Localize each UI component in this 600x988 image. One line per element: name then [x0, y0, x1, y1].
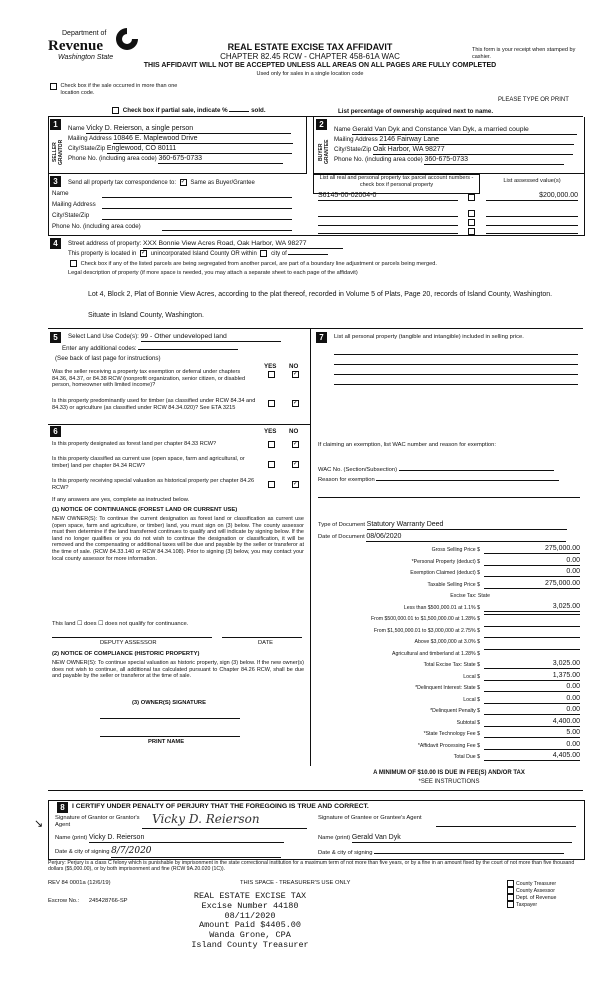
qualify-line: This land ☐ does ☐ does not qualify for continuance. — [52, 621, 189, 627]
section-2-number: 2 — [316, 119, 327, 130]
s6-q2: Is this property classified as current use (open space, farm and agricultural, or timber) land per chapter 84.34 RCW? — [52, 456, 245, 469]
segregated-row — [68, 260, 578, 268]
section-4-number: 4 — [50, 238, 61, 249]
tax-row — [318, 752, 580, 763]
grantor-signature-script: Vicky D. Reierson — [152, 812, 260, 826]
seller-side-label: SELLER GRANTOR — [52, 139, 64, 165]
buyer-side-label: BUYER GRANTEE — [318, 139, 330, 165]
multi-location[interactable] — [48, 83, 198, 96]
s5-no-header: NO — [289, 363, 299, 370]
tax-row-label: *Delinquent Penalty $ — [430, 708, 480, 714]
additional-codes-row — [62, 345, 302, 352]
tax-row-value[interactable]: 3,025.00 — [484, 603, 580, 612]
tax-row-value[interactable] — [484, 626, 580, 627]
partial-sale-label: Check box if partial sale, indicate % — [122, 107, 228, 115]
s3-city-label: City/State/Zip — [52, 212, 90, 219]
tax-row — [318, 660, 580, 671]
see-back: (See back of last page for instructions) — [55, 355, 161, 362]
divider — [48, 424, 310, 425]
additional-codes-field[interactable] — [138, 349, 238, 350]
partial-sale-checkbox[interactable] — [112, 107, 119, 114]
parcel-1-personal-checkbox[interactable] — [468, 194, 475, 201]
send-correspondence — [68, 179, 255, 187]
single-location-note: Used only for sales in a single location code — [256, 71, 364, 77]
deputy-date-label: DATE — [258, 640, 274, 646]
parcel-header: List all real and personal property tax parcel account numbers - check box if personal property — [313, 174, 480, 194]
s3-mailing-row — [52, 201, 300, 208]
stamp-line: Island County Treasurer — [191, 939, 309, 950]
copy-item[interactable]: Dept. of Revenue — [505, 894, 556, 901]
tax-row-value[interactable]: 275,000.00 — [484, 545, 580, 554]
reason-label: Reason for exemption — [318, 477, 375, 483]
tax-row — [318, 626, 580, 637]
tax-row-label: Above $3,000,000 at 3.0% $ — [414, 639, 480, 645]
notice1-body: NEW OWNER(S): To continue the current designation as forest land or classification as current use (open space, farm and agriculture, or timber) land, you must sign on (3) below. The county assessor must then determine if the land transferred continues to qualify and will indicate by signing below. If the land no longer qualifies or you do not wish to continue the designation or classification, it will be removed and the compensating or additional taxes will be due and payable by the seller or transferor at the time of sale. (RCW 84.33.140 or RCW 84.34.108). Prior to signing (3) below, you may contact your local county assessor for more information. — [52, 516, 304, 562]
dor-logo — [48, 30, 138, 66]
owner-signature-field[interactable] — [100, 712, 240, 719]
grantee-name-row — [318, 834, 572, 843]
tax-row — [318, 718, 580, 729]
tax-row-label: Gross Selling Price $ — [431, 547, 480, 553]
escrow-label: Escrow No.: — [48, 898, 80, 904]
parcel-field-2[interactable] — [318, 210, 458, 217]
buyer-phone-field[interactable]: 360-675-0733 — [424, 156, 564, 165]
section-3-number: 3 — [50, 176, 61, 187]
s5-yes-header: YES — [264, 363, 277, 370]
buyer-name-label: Name — [334, 126, 351, 133]
legal-label: Legal description of property (if more space is needed, you may attach a separate sheet to each page of the affidavit) — [68, 270, 358, 276]
street-row — [68, 240, 578, 249]
please-type: PLEASE TYPE OR PRINT — [498, 97, 569, 103]
reason-field-2[interactable] — [318, 491, 580, 498]
grantor-signature[interactable] — [142, 812, 307, 829]
parcel-2-personal-checkbox[interactable] — [468, 210, 475, 217]
tax-row-value[interactable]: 4,400.00 — [484, 718, 580, 727]
grantor-name-row — [55, 834, 284, 843]
seller-mailing-row — [68, 135, 300, 144]
tax-row — [318, 568, 580, 579]
section-1-number: 1 — [50, 119, 61, 130]
personal-property-line-2[interactable] — [334, 358, 578, 365]
grantor-name-field[interactable]: Vicky D. Reierson — [89, 834, 284, 843]
personal-property-line-3[interactable] — [334, 368, 578, 375]
print-name-label: PRINT NAME — [148, 739, 185, 745]
buyer-name-field[interactable]: Gerald Van Dyk and Constance Van Dyk, a married couple — [352, 126, 577, 135]
s6-q2-yes-checkbox[interactable] — [268, 461, 275, 468]
tax-row-label: From $500,000.01 to $1,500,000.00 at 1.28% $ — [370, 616, 480, 622]
tax-row-value[interactable] — [484, 614, 580, 615]
seller-city-row — [68, 145, 300, 154]
tax-row — [318, 683, 580, 694]
s5-q2-yes-checkbox[interactable] — [268, 400, 275, 407]
personal-property-line-4[interactable] — [334, 378, 578, 385]
city-of-checkbox[interactable] — [260, 250, 267, 257]
s5-q1-no-checkbox[interactable]: ✓ — [293, 371, 299, 377]
receipt-note: This form is your receipt when stamped by cashier. — [472, 47, 576, 60]
ownership-pct-note: List percentage of ownership acquired next to name. — [338, 108, 494, 115]
grantee-date-field[interactable] — [374, 846, 564, 854]
s3-city-row — [52, 212, 300, 219]
form-title: REAL ESTATE EXCISE TAX AFFIDAVIT — [227, 42, 393, 52]
buyer-phone-row — [334, 156, 582, 165]
treasurer-space: THIS SPACE - TREASURER'S USE ONLY — [240, 880, 351, 886]
seller-phone-field[interactable]: 360-675-0733 — [158, 155, 283, 164]
s6-q1-no-checkbox[interactable]: ✓ — [293, 441, 299, 447]
same-as-label: Same as Buyer/Grantee — [190, 180, 255, 187]
tax-row — [318, 695, 580, 706]
deputy-label: DEPUTY ASSESSOR — [100, 640, 157, 646]
unincorporated-checkbox[interactable]: ✓ — [141, 250, 147, 256]
stamp-line: Wanda Grone, CPA — [209, 930, 291, 941]
wac-field[interactable] — [399, 470, 554, 471]
buyer-city-row — [334, 146, 582, 155]
assessed-header: List assessed value(s) — [503, 178, 561, 184]
notice1-title: (1) NOTICE OF CONTINUANCE (FOREST LAND OR CURRENT USE) — [52, 507, 238, 513]
tax-row — [318, 545, 580, 556]
treasurer-stamp — [150, 892, 350, 951]
buyer-city-field[interactable]: Oak Harbor, WA 98277 — [373, 146, 573, 155]
copy-checkboxes — [505, 880, 556, 908]
owner-signature-label: (3) OWNER(S) SIGNATURE — [132, 700, 206, 706]
land-use-field[interactable]: 99 - Other undeveloped land — [141, 333, 281, 342]
stamp-line: 08/11/2020 — [224, 910, 276, 921]
seller-name-row — [68, 125, 300, 134]
tax-row — [318, 649, 580, 660]
wac-row — [318, 467, 554, 474]
grantor-name-label: Name (print) — [55, 835, 88, 841]
s6-q3-yes-checkbox[interactable] — [268, 481, 275, 488]
same-as-buyer-checkbox[interactable]: ✓ — [180, 179, 186, 185]
wac-label: WAC No. (Section/Subsection) — [318, 467, 398, 473]
grantor-date-row — [55, 846, 281, 858]
grantor-date-field[interactable]: 8/7/2020 — [111, 846, 281, 858]
perjury-note: Perjury: Perjury is a class C felony which is punishable by imprisonment in the state correctional institution for a maximum term of not more than five years, or by a fine in an amount fixed by the court of not more than five thousand dollars ($5,000.00), or by both imprisonment and fine (RCW 9A.20.020 (1C)). — [48, 860, 575, 873]
sold-label: sold. — [251, 107, 266, 115]
s6-yes-header: YES — [264, 428, 277, 435]
parcel-4-personal-checkbox[interactable] — [468, 228, 475, 235]
tax-row — [318, 614, 580, 625]
tax-row-value[interactable]: 0.00 — [484, 695, 580, 704]
tax-row-value[interactable]: 275,000.00 — [484, 580, 580, 589]
s3-name-row — [52, 190, 300, 197]
tax-row-label: Excise Tax: State — [450, 593, 490, 599]
copy-item[interactable]: Taxpayer — [505, 901, 556, 908]
tax-row-value[interactable]: 0.00 — [484, 557, 580, 566]
parcel-field[interactable]: S6145-00-02004-0 — [318, 192, 458, 201]
s5-q2-no-checkbox[interactable]: ✓ — [293, 400, 299, 406]
multi-location-checkbox[interactable] — [50, 83, 57, 90]
segregated-label: Check box if any of the listed parcels are being segregated from another parcel, are part of a boundary line adjustment or parcels being merged. — [80, 260, 437, 267]
section-7-number: 7 — [316, 332, 327, 343]
grantee-name-label: Name (print) — [318, 835, 351, 841]
tax-row — [318, 591, 580, 602]
tax-row — [318, 729, 580, 740]
arrow-mark-icon: ↘ — [34, 818, 44, 830]
section-6-number: 6 — [50, 426, 61, 437]
tax-row — [318, 603, 580, 614]
rev-number: REV 84 0001a (12/6/19) — [48, 880, 111, 886]
s3-phone-row — [52, 223, 300, 230]
escrow-row — [48, 898, 128, 905]
personal-property-line-1[interactable] — [334, 348, 578, 355]
send-label: Send all property tax correspondence to: — [68, 180, 177, 187]
buyer-city-label: City/State/Zip — [334, 146, 372, 153]
tax-row-value[interactable]: 3,025.00 — [484, 660, 580, 669]
s5-q1-yes-checkbox[interactable] — [268, 371, 275, 378]
unincorporated-label: unincorporated Island County OR within — [150, 251, 257, 258]
assessed-field-2[interactable] — [486, 210, 578, 217]
divider — [48, 328, 583, 329]
section-5-7-separator — [310, 328, 311, 766]
tax-row-value[interactable] — [484, 649, 580, 650]
tax-row-label: Total Excise Tax: State $ — [423, 662, 480, 668]
partial-sale[interactable] — [110, 107, 266, 115]
tax-row-label: Exemption Claimed (deduct) $ — [410, 570, 480, 576]
s6-q3: Is this property receiving special valuation as historical property per chapter 84.26 RCW? — [52, 478, 255, 491]
s6-q1: Is this property designated as forest land per chapter 84.33 RCW? — [52, 441, 217, 447]
seller-mailing-field[interactable]: 10846 E. Maplewood Drive — [113, 135, 293, 144]
parcel-field-4[interactable] — [318, 227, 458, 234]
assessed-field-4[interactable] — [486, 227, 578, 234]
parcel-field-3[interactable] — [318, 219, 458, 226]
tax-row-label: Agricultural and timberland at 1.28% $ — [392, 650, 480, 657]
tax-row — [318, 557, 580, 568]
s6-no-header: NO — [289, 428, 299, 435]
located-row — [68, 250, 578, 258]
doc-date-field[interactable]: 08/06/2020 — [366, 533, 566, 542]
form-subtitle: CHAPTER 82.45 RCW - CHAPTER 458-61A WAC — [220, 52, 400, 61]
logo-swirl-icon — [114, 26, 140, 52]
s3-name-label: Name — [52, 190, 69, 197]
assessed-field-3[interactable] — [486, 219, 578, 226]
tax-row-label: From $1,500,000.01 to $3,000,000 at 2.75% $ — [373, 627, 480, 634]
tax-row-label: Total Due $ — [453, 754, 480, 760]
legal-situate[interactable]: Situate in Island County, Washington. — [88, 312, 204, 319]
logo-dept-line: Department of — [62, 30, 107, 37]
tax-row-label: *Delinquent Interest: State $ — [415, 685, 480, 691]
grantee-sig-label: Signature of Grantee or Grantee's Agent — [318, 815, 422, 821]
tax-row-label: *State Technology Fee $ — [423, 731, 480, 737]
deputy-date-field[interactable] — [222, 629, 302, 638]
seller-phone-label: Phone No. (including area code) — [68, 155, 157, 162]
land-use-row — [68, 333, 308, 342]
multi-location-label: Check box if the sale occurred in more than one location code. — [60, 83, 178, 96]
seller-name-field[interactable]: Vicky D. Reierson, a single person — [86, 125, 291, 134]
s3-name-field[interactable] — [102, 190, 292, 198]
reason-row — [318, 477, 559, 484]
s6-q1-yes-checkbox[interactable] — [268, 441, 275, 448]
tax-row-label: Local $ — [463, 696, 480, 703]
logo-state: Washington State — [58, 54, 114, 61]
minimum-due-note: A MINIMUM OF $10.00 IS DUE IN FEE(S) AND/OR TAX — [373, 770, 525, 776]
doc-date-label: Date of Document — [318, 534, 365, 540]
see-instructions-note: *SEE INSTRUCTIONS — [418, 779, 480, 785]
located-label: This property is located in — [68, 251, 137, 258]
grantee-date-row — [318, 846, 564, 857]
divider — [48, 790, 583, 791]
parcel-3-personal-checkbox[interactable] — [468, 219, 475, 226]
copy-item[interactable]: County Assessor — [505, 887, 556, 894]
grantor-date-label: Date & city of signing — [55, 849, 110, 855]
warning-line: THIS AFFIDAVIT WILL NOT BE ACCEPTED UNLESS ALL AREAS ON ALL PAGES ARE FULLY COMPLETED — [143, 62, 497, 69]
s3-phone-field[interactable] — [162, 223, 292, 231]
seller-city-label: City/State/Zip — [68, 145, 106, 152]
tax-row-value[interactable]: 0.00 — [484, 706, 580, 715]
partial-sale-pct-field[interactable] — [229, 111, 249, 112]
stamp-line: REAL ESTATE EXCISE TAX — [193, 891, 307, 901]
tax-row-value[interactable]: 0.00 — [484, 568, 580, 577]
buyer-phone-label: Phone No. (including area code) — [334, 156, 423, 163]
s3-mailing-label: Mailing Address — [52, 201, 96, 208]
buyer-mailing-row — [334, 136, 582, 145]
city-of-label: city of — [271, 251, 287, 258]
stamp-line: Amount Paid $4405.00 — [198, 920, 302, 931]
grantee-name-field[interactable]: Gerald Van Dyk — [352, 834, 572, 843]
buyer-mailing-label: Mailing Address — [334, 136, 378, 143]
tax-row-label: *Affidavit Processing Fee $ — [417, 742, 480, 749]
doc-type-label: Type of Document — [318, 522, 366, 528]
land-use-label: Select Land Use Code(s): — [68, 333, 139, 340]
deputy-signature-field[interactable] — [52, 629, 212, 638]
tax-row-value[interactable]: 1,375.00 — [484, 672, 580, 681]
tax-row-label: Local $ — [463, 673, 480, 680]
logo-revenue: Revenue — [48, 38, 103, 54]
s6-q3-no-checkbox[interactable]: ✓ — [293, 481, 299, 487]
tax-row-label: Taxable Selling Price $ — [427, 581, 480, 588]
segregated-checkbox[interactable] — [70, 260, 77, 267]
notice2-body: NEW OWNER(S): To continue special valuation as historic property, sign (3) below. If the new owner(s) does not wish to continue, all additional tax calculated pursuant to Chapter 84.26 RCW, shall be due and payable by the seller or transferor at the time of sale. — [52, 660, 304, 680]
certify-statement: I CERTIFY UNDER PENALTY OF PERJURY THAT THE FOREGOING IS TRUE AND CORRECT. — [72, 803, 369, 810]
s3-city-field[interactable] — [102, 212, 292, 220]
tax-row — [318, 672, 580, 683]
seller-phone-row — [68, 155, 300, 164]
s6-q2-no-checkbox[interactable]: ✓ — [293, 461, 299, 467]
reason-field[interactable] — [376, 480, 559, 481]
personal-property-label: List all personal property (tangible and intangible) included in selling price. — [334, 334, 524, 340]
tax-row — [318, 580, 580, 591]
buyer-mailing-field[interactable]: 2146 Fairway Lane — [379, 136, 574, 145]
seller-city-field[interactable]: Englewood, CO 80111 — [107, 145, 292, 154]
grantee-date-label: Date & city of signing — [318, 850, 373, 856]
copy-item[interactable]: County Treasurer — [505, 880, 556, 887]
exemption-label: If claiming an exemption, list WAC number and reason for exemption: — [318, 442, 496, 448]
tax-row-value[interactable]: 5.00 — [484, 729, 580, 738]
doc-type-field[interactable]: Statutory Warranty Deed — [367, 521, 567, 530]
grantor-sig-label: Signature of Grantor or Grantor's Agent — [55, 815, 140, 828]
section-8-number: 8 — [57, 802, 68, 813]
tax-row — [318, 637, 580, 648]
seller-name-label: Name — [68, 125, 85, 132]
tax-row-value[interactable]: 4,405.00 — [484, 752, 580, 761]
street-label: Street address of property: — [68, 240, 142, 247]
s3-phone-label: Phone No. (including area code) — [52, 223, 141, 230]
tax-row-label: Less than $500,000.01 at 1.1% $ — [403, 604, 480, 611]
tax-row — [318, 741, 580, 752]
city-of-field[interactable] — [288, 254, 328, 255]
tax-row-value[interactable] — [484, 637, 580, 638]
tax-row-value[interactable]: 0.00 — [484, 741, 580, 750]
if-yes-note: If any answers are yes, complete as instructed below. — [52, 497, 190, 503]
escrow-value: 245428766-SP — [88, 898, 128, 904]
doc-type-row — [318, 521, 567, 530]
street-field[interactable]: XXX Bonnie View Acres Road, Oak Harbor, WA 98277 — [143, 240, 343, 249]
s5-q1: Was the seller receiving a property tax exemption or deferral under chapters 84.36, 84.37, or 84.38 RCW (nonprofit organization, senior citizen, or disabled person, homeowner with limited income)? — [52, 369, 246, 389]
tax-row-label: Subtotal $ — [456, 719, 480, 726]
seller-mailing-label: Mailing Address — [68, 135, 112, 142]
doc-date-row — [318, 533, 566, 542]
notice2-title: (2) NOTICE OF COMPLIANCE (HISTORIC PROPERTY) — [52, 651, 200, 657]
s5-q2: Is this property predominantly used for timber (as classified under RCW 84.34 and 84.33) or agriculture (as classified under RCW 84.34.020)? See ETA 3215 — [52, 398, 256, 411]
owner-signature-field-2[interactable] — [100, 730, 240, 737]
buyer-name-row — [334, 126, 582, 135]
additional-codes-label: Enter any additional codes: — [62, 345, 137, 352]
assessed-field[interactable]: $200,000.00 — [486, 192, 578, 201]
stamp-line: Excise Number 44180 — [201, 900, 299, 911]
s3-mailing-field[interactable] — [102, 201, 292, 209]
tax-row-value[interactable]: 0.00 — [484, 683, 580, 692]
section-5-number: 5 — [50, 332, 61, 343]
tax-row — [318, 706, 580, 717]
legal-description[interactable]: Lot 4, Block 2, Plat of Bonnie View Acres, according to the plat thereof, recorded in Volume 5 of Plats, Page 20, records of Island County, Washington. — [88, 291, 553, 298]
grantee-signature-field[interactable] — [436, 818, 576, 827]
tax-row-label: *Personal Property (deduct) $ — [411, 558, 480, 565]
